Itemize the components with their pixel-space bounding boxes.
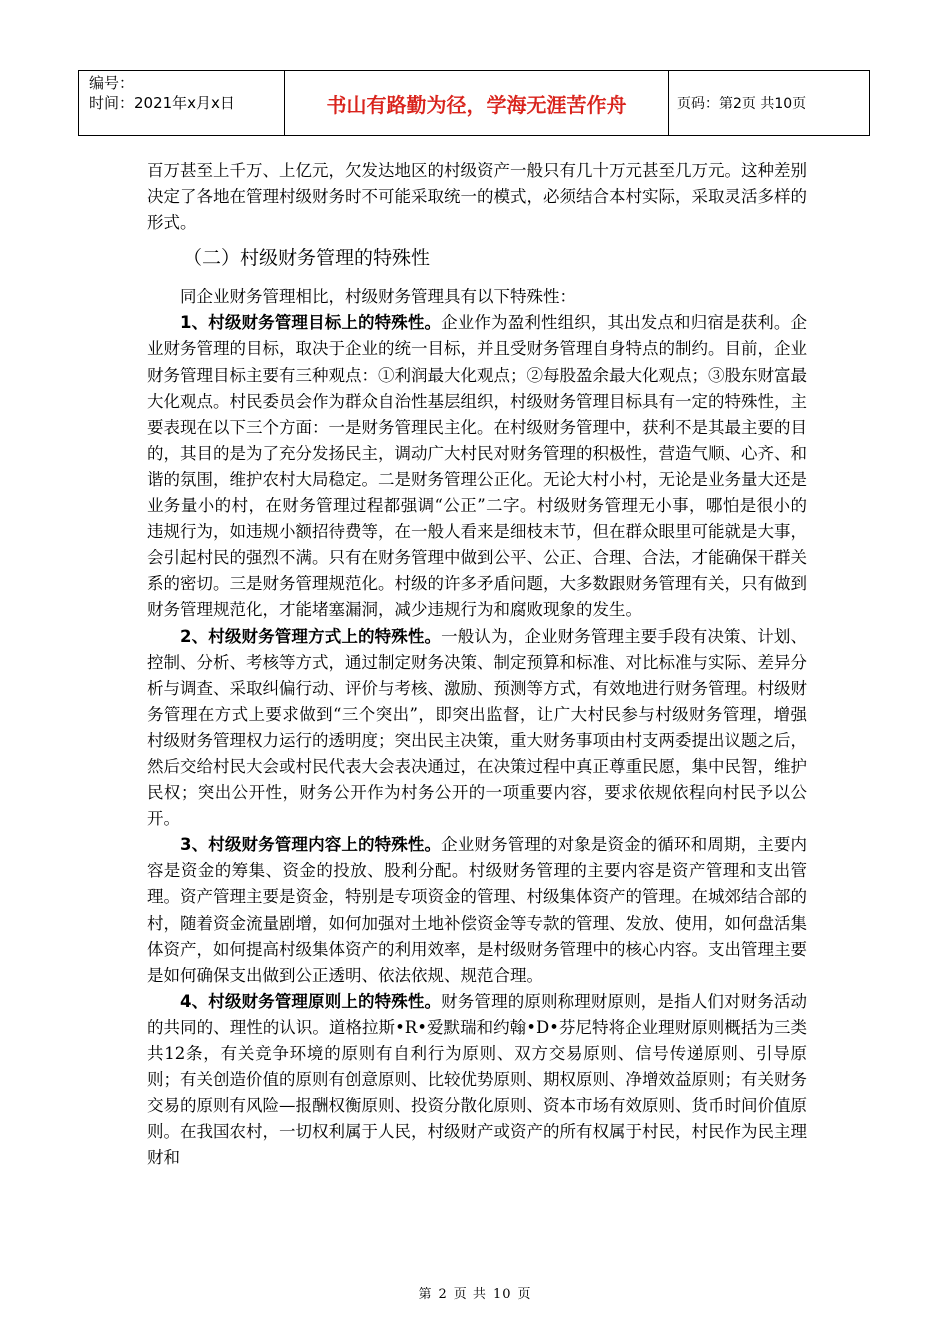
item-title-4: 4、村级财务管理原则上的特殊性。 <box>180 991 442 1011</box>
item-text-3: 企业财务管理的对象是资金的循环和周期，主要内容是资金的筹集、资金的投放、股利分配。村级财务管理的主要内容是资产管理和支出管理。资产管理主要是资金，特别是专项资金的管理、村级集体资产的管理。在城郊结合部的村，随着资金流量剧增，如何加强对土地补偿资金等专款的管理、发放、使用，如何盘活集体资产，如何提高村级集体资产的利用效率，是村级财务管理中的核心内容。支出管理主要是如何确保支出做到公正透明、依法依规、规范合理。 <box>147 835 808 985</box>
document-number-label: 编号： <box>89 74 135 92</box>
item-paragraph-3 <box>147 832 807 989</box>
footer-page-mid: 页 共 <box>453 1287 487 1302</box>
item-title-1: 1、村级财务管理目标上的特殊性。 <box>180 313 442 333</box>
item-paragraph-4 <box>147 989 807 1172</box>
item-title-3: 3、村级财务管理内容上的特殊性。 <box>180 835 442 855</box>
lead-paragraph: 同企业财务管理相比，村级财务管理具有以下特殊性： <box>180 287 576 307</box>
item-text-2: 一般认为，企业财务管理主要手段有决策、计划、控制、分析、考核等方式，通过制定财务决策、制定预算和标准、对比标准与实际、差异分析与调查、采取纠偏行动、评价与考核、激励、预测等方式，有效地进行财务管理。村级财务管理在方式上要求做到“三个突出”，即突出监督，让广大村民参与村级财务管理，增强村级财务管理权力运行的透明度；突出民主决策，重大财务事项由村支两委提出议题之后，然后交给村民大会或村民代表大会表决通过，在决策过程中真正尊重民愿，集中民智，维护民权；突出公开性，财务公开作为村务公开的一项重要内容，要求依规依程向村民予以公开。 <box>147 626 808 829</box>
document-time-label: 时间：2021年x月x日 <box>89 94 235 112</box>
header-page-info: 页码：第2页 共10页 <box>677 96 807 112</box>
footer-page-total: 10 <box>492 1287 512 1302</box>
item-paragraph-1 <box>147 310 807 623</box>
header-motto: 书山有路勤为径，学海无涯苦作舟 <box>285 71 669 135</box>
footer-page-suffix: 页 <box>517 1287 532 1302</box>
item-title-2: 2、村级财务管理方式上的特殊性。 <box>180 626 442 646</box>
page-header-table <box>78 70 870 136</box>
document-body <box>147 158 807 1171</box>
item-text-4: 财务管理的原则称理财原则，是指人们对财务活动的共同的、理性的认识。道格拉斯•R•爱默瑞和约翰•D•芬尼特将企业理财原则概括为三类共12条，有关竞争环境的原则有自利行为原则、双方交易原则、信号传递原则、引导原则；有关创造价值的原则有创意原则、比较优势原则、期权原则、净增效益原则；有关财务交易的原则有风险—报酬权衡原则、投资分散化原则、资本市场有效原则、货币时间价值原则。在我国农村，一切权利属于人民，村级财产或资产的所有权属于村民，村民作为民主理财和 <box>147 991 808 1168</box>
section-heading: （二）村级财务管理的特殊性 <box>183 247 431 270</box>
item-paragraph-2 <box>147 624 807 833</box>
footer-page-prefix: 第 <box>418 1287 433 1302</box>
header-meta-cell <box>79 71 285 135</box>
intro-paragraph: 百万甚至上千万、上亿元，欠发达地区的村级资产一般只有几十万元甚至几万元。这种差别决定了各地在管理村级财务时不可能采取统一的模式，必须结合本村实际，采取灵活多样的形式。 <box>147 161 807 233</box>
item-text-1: 企业作为盈利性组织，其出发点和归宿是获利。企业财务管理的目标，取决于企业的统一目标，并且受财务管理自身特点的制约。目前，企业财务管理目标主要有三种观点：①利润最大化观点；②每股盈余最大化观点；③股东财富最大化观点。村民委员会作为群众自治性基层组织，村级财务管理目标具有一定的特殊性，主要表现在以下三个方面：一是财务管理民主化。在村级财务管理中，获利不是其最主要的目的，其目的是为了充分发扬民主，调动广大村民对财务管理的积极性，营造气顺、心齐、和谐的氛围，维护农村大局稳定。二是财务管理公正化。无论大村小村，无论是业务量大还是业务量小的村，在财务管理过程都强调“公正”二字。村级财务管理无小事，哪怕是很小的违规行为，如违规小额招待费等，在一般人看来是细枝末节，但在群众眼里可能就是大事，会引起村民的强烈不满。只有在财务管理中做到公平、公正、合理、合法，才能确保干群关系的密切。三是财务管理规范化。村级的许多矛盾问题，大多数跟财务管理有关，只有做到财务管理规范化，才能堵塞漏洞，减少违规行为和腐败现象的发生。 <box>147 313 808 620</box>
page-footer <box>0 1283 950 1302</box>
footer-page-number: 2 <box>438 1287 448 1302</box>
